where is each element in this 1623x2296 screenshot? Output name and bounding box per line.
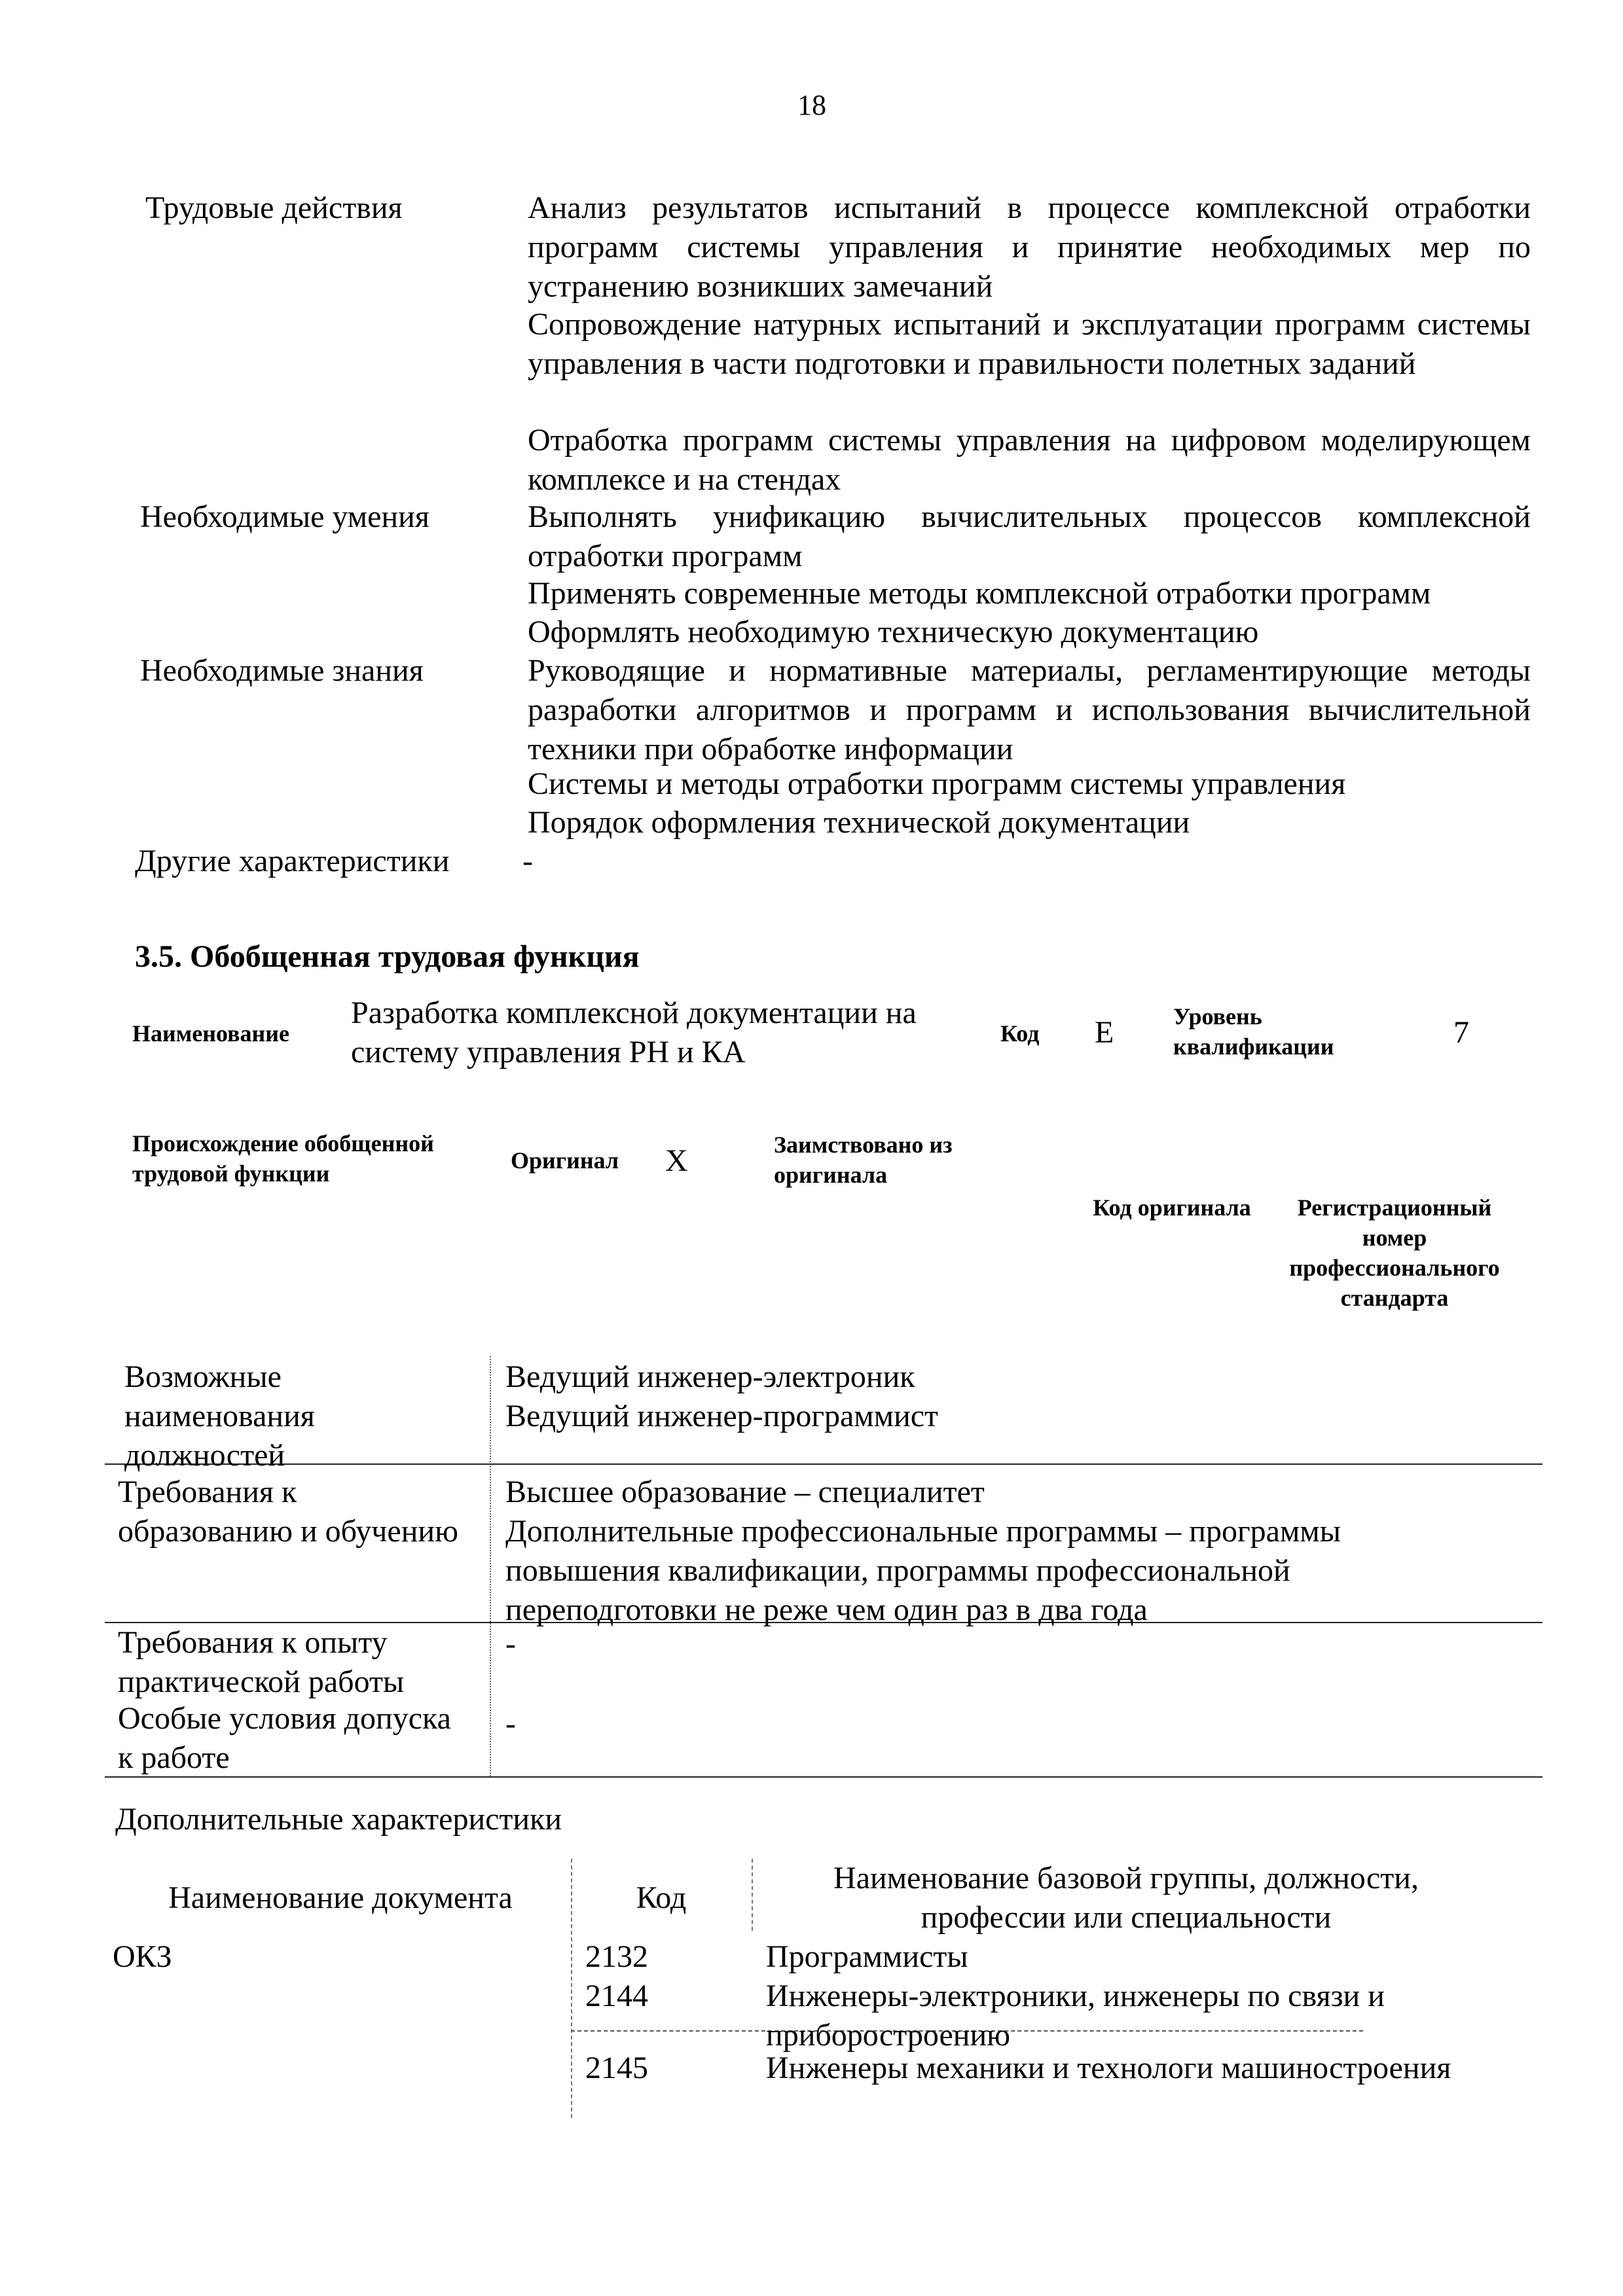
section-heading: 3.5. Обобщенная трудовая функция	[135, 939, 640, 974]
additional-header-name: Наименование базовой группы, должности, профессии или специальности	[833, 1861, 1419, 1935]
labor-action-item: Анализ результатов испытаний в процессе комплексной отработки программ системы управления и принятие необходимых мер по устранению возникших замечаний	[528, 190, 1531, 304]
gtf-level-label: Уровень квалификации	[1173, 1003, 1334, 1060]
gtf-name-value: Разработка комплексной документации на систему управления РН и КА	[351, 996, 917, 1069]
gtf-code-value: E	[1095, 1015, 1114, 1050]
additional-row-code: 2145	[585, 2051, 648, 2085]
gtf-code-label: Код	[1000, 1020, 1040, 1047]
requirement-value: -	[505, 1626, 516, 1661]
additional-row-name: Программисты	[766, 1939, 968, 1974]
origin-original-mark: X	[665, 1143, 688, 1178]
additional-row-code: 2132	[585, 1939, 648, 1974]
required-knowledge-label: Необходимые знания	[140, 653, 424, 688]
knowledge-item: Порядок оформления технической документации	[528, 805, 1190, 840]
skill-item: Оформлять необходимую техническую документацию	[528, 615, 1259, 649]
requirement-value: Ведущий инженер-электроник	[505, 1359, 915, 1394]
gtf-level-value: 7	[1453, 1015, 1469, 1050]
other-characteristics-label: Другие характеристики	[135, 844, 450, 878]
requirement-value: Ведущий инженер-программист	[505, 1399, 939, 1433]
origin-code-label: Код оригинала	[1093, 1194, 1251, 1221]
additional-doc-name: ОКЗ	[113, 1939, 172, 1974]
requirement-label-special-conditions: Особые условия допуска к работе	[118, 1701, 451, 1775]
origin-reg-number-label: Регистрационный номер профессионального стандарта	[1289, 1194, 1500, 1311]
requirement-label-education: Требования к образованию и обучению	[118, 1475, 458, 1549]
additional-row-name: Инженеры механики и технологи машиностроения	[766, 2051, 1451, 2085]
additional-heading: Дополнительные характеристики	[115, 1802, 562, 1837]
additional-divider	[571, 1859, 572, 2118]
origin-borrowed-label: Заимствовано из оригинала	[774, 1132, 953, 1188]
additional-row-name: Инженеры-электроники, инженеры по связи и приборостроению	[766, 1979, 1385, 2053]
origin-label: Происхождение обобщенной трудовой функции	[132, 1130, 434, 1187]
requirement-label-positions: Возможные наименования должностей	[124, 1359, 315, 1473]
knowledge-item: Руководящие и нормативные материалы, регламентирующие методы разработки алгоритмов и программ и использования вычислительной техники при обработке информации	[528, 653, 1531, 766]
requirement-value: Дополнительные профессиональные программы – программы повышения квалификации, программы профессиональной переподготовки не реже чем один раз в два года	[505, 1514, 1341, 1627]
additional-header-code: Код	[636, 1880, 687, 1915]
gtf-name-label: Наименование	[132, 1020, 289, 1047]
knowledge-item: Системы и методы отработки программ системы управления	[528, 766, 1346, 801]
requirement-value: -	[505, 1706, 516, 1741]
additional-row-code: 2144	[585, 1979, 648, 2013]
additional-header-doc: Наименование документа	[168, 1880, 513, 1915]
labor-actions-label: Трудовые действия	[145, 190, 403, 225]
additional-divider	[752, 1859, 753, 1931]
requirement-value: Высшее образование – специалитет	[505, 1475, 985, 1509]
required-skills-label: Необходимые умения	[140, 499, 429, 534]
page-number: 18	[797, 89, 826, 121]
other-characteristics-value: -	[522, 844, 533, 878]
labor-action-item: Сопровождение натурных испытаний и эксплуатации программ системы управления в части подготовки и правильности полетных заданий	[528, 307, 1531, 381]
skill-item: Применять современные методы комплексной отработки программ	[528, 576, 1431, 611]
requirements-divider	[490, 1356, 491, 1776]
origin-original-label: Оригинал	[511, 1147, 619, 1174]
skill-item: Выполнять унификацию вычислительных процессов комплексной отработки программ	[528, 499, 1531, 573]
requirement-label-experience: Требования к опыту практической работы	[118, 1625, 405, 1699]
labor-action-item: Отработка программ системы управления на цифровом моделирующем комплексе и на стендах	[528, 423, 1531, 497]
